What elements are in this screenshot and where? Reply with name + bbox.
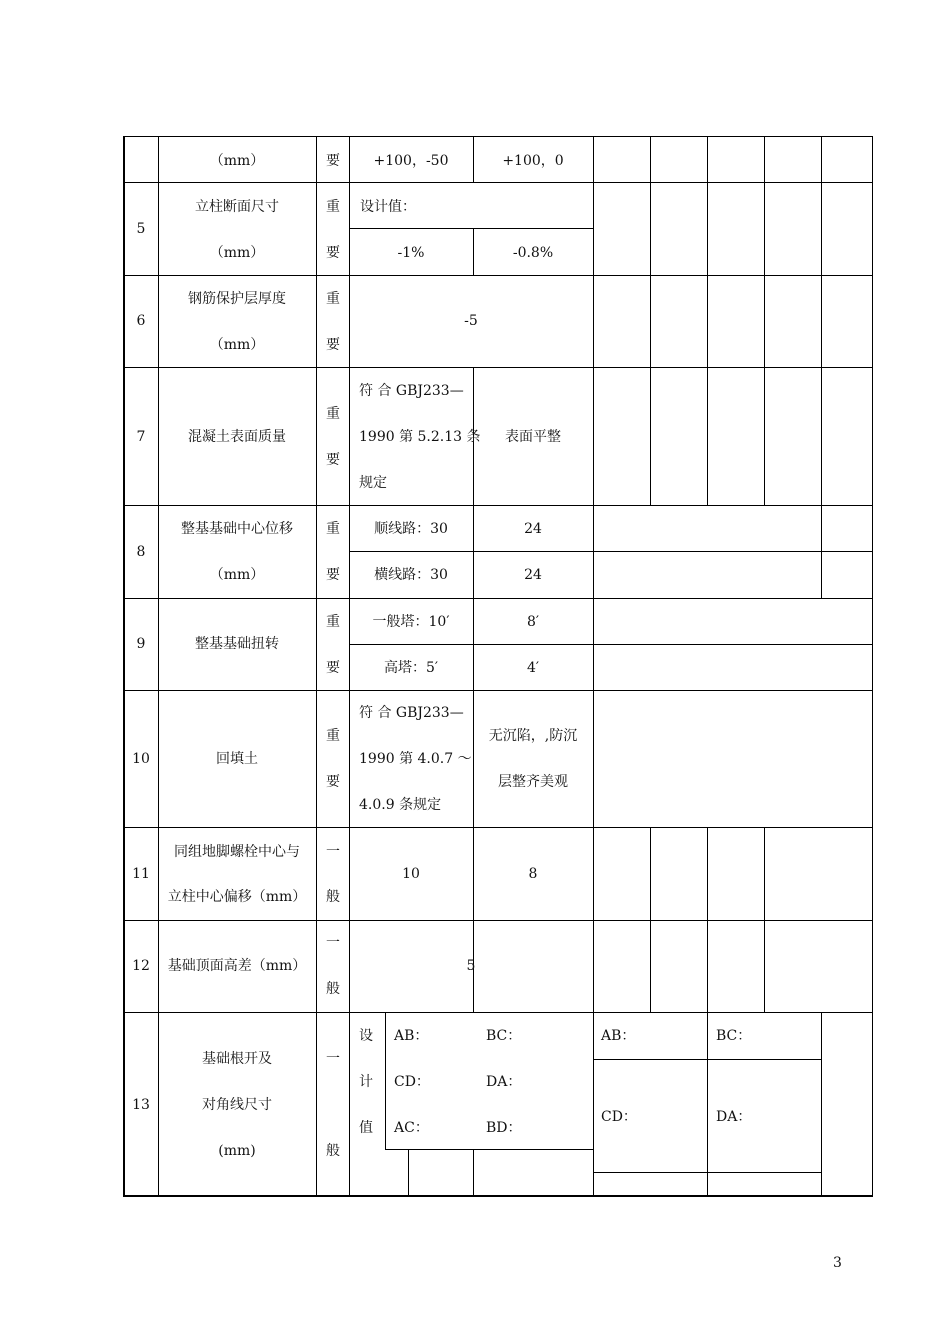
design-bc: BC： xyxy=(486,1028,522,1044)
design-ac: AC： xyxy=(394,1120,429,1136)
item-name: 回填土 xyxy=(216,751,258,767)
item-number: 7 xyxy=(136,429,146,445)
level-char: 重 xyxy=(326,614,340,630)
page-number: 3 xyxy=(833,1255,842,1271)
item-name: 整基基础扭转 xyxy=(195,636,279,652)
level-char: 重 xyxy=(326,291,340,307)
design-label-char: 值 xyxy=(359,1120,373,1136)
level-char: 重 xyxy=(326,521,340,537)
design-label-char: 设 xyxy=(359,1028,373,1044)
measured-value: 8 xyxy=(528,866,538,882)
measured-value: +100，0 xyxy=(502,153,564,169)
item-number: 8 xyxy=(136,544,146,560)
design-cd: CD： xyxy=(394,1074,430,1090)
level-char: 要 xyxy=(326,153,340,169)
item-name: 同组地脚螺栓中心与 xyxy=(174,844,300,860)
item-unit: （mm） xyxy=(209,567,265,583)
measured-value: 无沉陷，,防沉 xyxy=(488,728,578,744)
item-unit: （mm） xyxy=(209,337,265,353)
item-unit: （mm） xyxy=(209,245,265,261)
item-number: 10 xyxy=(132,751,150,767)
standard-value: 横线路：30 xyxy=(374,567,448,583)
table-border-bottom xyxy=(123,1195,873,1197)
level-char: 要 xyxy=(326,337,340,353)
level-char: 一 xyxy=(326,1051,340,1067)
level-char: 重 xyxy=(326,406,340,422)
standard-text: 规定 xyxy=(359,475,387,491)
level-char: 要 xyxy=(326,245,340,261)
item-unit: （mm） xyxy=(209,153,265,169)
item-number: 5 xyxy=(136,221,146,237)
standard-value: 5 xyxy=(466,958,476,974)
item-name: 钢筋保护层厚度 xyxy=(188,291,286,307)
level-char: 要 xyxy=(326,452,340,468)
standard-value: -1% xyxy=(397,245,425,261)
standard-value: +100，-50 xyxy=(373,153,449,169)
standard-text: 符 合 GBJ233— xyxy=(359,383,464,399)
item-number: 11 xyxy=(132,866,150,882)
design-value-label: 设计值： xyxy=(360,199,416,215)
standard-value: 顺线路：30 xyxy=(374,521,448,537)
table-border-right xyxy=(872,136,873,1197)
measured-bc: BC： xyxy=(716,1028,752,1044)
standard-value: -5 xyxy=(464,313,478,329)
level-char: 要 xyxy=(326,660,340,676)
level-char: 重 xyxy=(326,199,340,215)
measured-value: 8′ xyxy=(526,614,540,630)
design-da: DA： xyxy=(486,1074,522,1090)
level-char: 般 xyxy=(326,889,340,905)
standard-value: 高塔：5′ xyxy=(383,660,439,676)
standard-text: 符 合 GBJ233— xyxy=(359,705,464,721)
table-border-left xyxy=(123,136,125,1197)
design-ab: AB： xyxy=(394,1028,429,1044)
item-unit: (mm) xyxy=(218,1143,256,1159)
item-name: 基础根开及 xyxy=(202,1051,272,1067)
table-border-top xyxy=(123,136,873,137)
measured-value: 4′ xyxy=(526,660,540,676)
level-char: 般 xyxy=(326,1143,340,1159)
design-label-char: 计 xyxy=(359,1074,373,1090)
measured-cd: CD： xyxy=(601,1109,637,1125)
item-number: 12 xyxy=(132,958,150,974)
item-name: 立柱中心偏移（mm） xyxy=(167,889,307,905)
level-char: 一 xyxy=(326,935,340,951)
item-name: 基础顶面高差（mm） xyxy=(167,958,307,974)
measured-ab: AB： xyxy=(601,1028,636,1044)
item-number: 13 xyxy=(132,1097,150,1113)
design-bd: BD： xyxy=(486,1120,522,1136)
standard-value: 10 xyxy=(402,866,420,882)
measured-da: DA： xyxy=(716,1109,752,1125)
standard-text: 1990 第 5.2.13 条 xyxy=(359,429,481,445)
level-char: 要 xyxy=(326,774,340,790)
level-char: 般 xyxy=(326,981,340,997)
level-char: 重 xyxy=(326,728,340,744)
level-char: 一 xyxy=(326,844,340,860)
measured-value: -0.8% xyxy=(512,245,554,261)
item-name: 对角线尺寸 xyxy=(202,1097,272,1113)
level-char: 要 xyxy=(326,567,340,583)
item-name: 混凝土表面质量 xyxy=(188,429,286,445)
measured-value: 24 xyxy=(524,521,542,537)
measured-value: 层整齐美观 xyxy=(498,774,568,790)
item-name: 整基基础中心位移 xyxy=(181,521,293,537)
inspection-table xyxy=(123,136,873,1197)
standard-text: 1990 第 4.0.7 ～ xyxy=(359,751,472,767)
item-number: 9 xyxy=(136,636,146,652)
item-name: 立柱断面尺寸 xyxy=(195,199,279,215)
measured-value: 24 xyxy=(524,567,542,583)
standard-text: 4.0.9 条规定 xyxy=(359,797,442,813)
measured-value: 表面平整 xyxy=(505,429,561,445)
standard-value: 一般塔：10′ xyxy=(372,614,450,630)
item-number: 6 xyxy=(136,313,146,329)
